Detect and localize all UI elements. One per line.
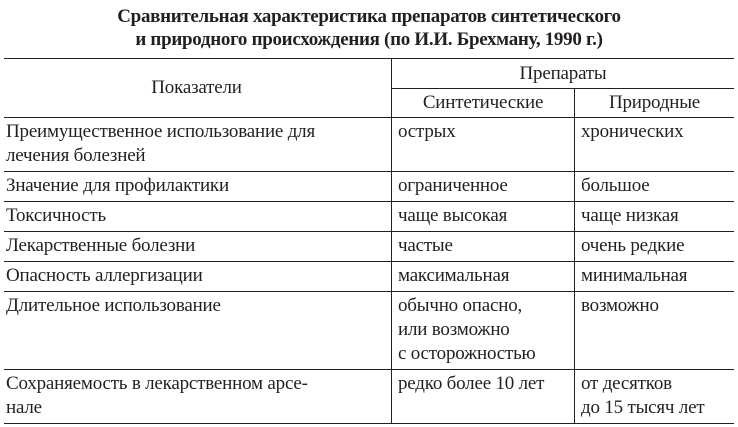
cell-text-line: чаще низкая <box>581 205 679 226</box>
synthetic-cell <box>392 118 575 172</box>
cell-text-line: обычно опасно, <box>398 295 523 316</box>
synthetic-cell <box>392 370 575 424</box>
title-line-1: Сравнительная характеристика препаратов синтетического <box>117 6 621 27</box>
cell-text-line: максимальная <box>398 265 510 286</box>
cell-text-line: Сохраняемость в лекарственном арсе- <box>6 373 308 394</box>
cell-text-line: большое <box>581 175 650 196</box>
cell-text-line: возможно <box>581 295 659 316</box>
header-synthetic: Синтетические <box>392 89 575 118</box>
cell-text-line: редко более 10 лет <box>398 373 545 394</box>
indicator-cell <box>4 370 392 424</box>
table-row <box>4 202 734 232</box>
natural-cell <box>575 232 735 262</box>
table-row <box>4 118 734 172</box>
synthetic-cell <box>392 172 575 202</box>
synthetic-cell <box>392 292 575 370</box>
header-natural: Природные <box>575 89 735 118</box>
indicator-cell <box>4 292 392 370</box>
indicator-cell <box>4 172 392 202</box>
cell-text-line: хронических <box>581 121 684 142</box>
synthetic-cell <box>392 262 575 292</box>
title-line-2: и природного происхождения (по И.И. Брехману, 1990 г.) <box>135 29 603 50</box>
natural-cell <box>575 292 735 370</box>
cell-text-line: Опасность аллергизации <box>6 265 203 286</box>
cell-text-line: Лекарственные болезни <box>6 235 196 256</box>
cell-text-line: лечения болезней <box>6 145 146 166</box>
indicator-cell <box>4 232 392 262</box>
cell-text-line: Значение для профилактики <box>6 175 229 196</box>
table-row <box>4 232 734 262</box>
cell-text-line: ограниченное <box>398 175 508 196</box>
cell-text-line: нале <box>6 397 42 418</box>
natural-cell <box>575 202 735 232</box>
comparison-table <box>4 58 734 424</box>
table-row <box>4 292 734 370</box>
natural-cell <box>575 262 735 292</box>
cell-text-line: чаще высокая <box>398 205 508 226</box>
cell-text-line: очень редкие <box>581 235 685 256</box>
synthetic-cell <box>392 202 575 232</box>
header-preparations: Препараты <box>392 59 735 89</box>
cell-text-line: Токсичность <box>6 205 106 226</box>
synthetic-cell <box>392 232 575 262</box>
cell-text-line: до 15 тысяч лет <box>581 397 705 418</box>
natural-cell <box>575 370 735 424</box>
cell-text-line: острых <box>398 121 456 142</box>
table-row <box>4 370 734 424</box>
cell-text-line: минимальная <box>581 265 688 286</box>
indicator-cell <box>4 202 392 232</box>
table-row <box>4 262 734 292</box>
cell-text-line: Преимущественное использование для <box>6 121 315 142</box>
cell-text-line: или возможно <box>398 319 510 340</box>
cell-text-line: от десятков <box>581 373 672 394</box>
table-row <box>4 172 734 202</box>
cell-text-line: с осторожностью <box>398 343 536 364</box>
indicator-cell <box>4 262 392 292</box>
table-title <box>0 0 738 51</box>
table-body <box>4 118 734 424</box>
cell-text-line: частые <box>398 235 453 256</box>
natural-cell <box>575 172 735 202</box>
header-indicators: Показатели <box>151 77 242 98</box>
cell-text-line: Длительное использование <box>6 295 221 316</box>
natural-cell <box>575 118 735 172</box>
indicator-cell <box>4 118 392 172</box>
